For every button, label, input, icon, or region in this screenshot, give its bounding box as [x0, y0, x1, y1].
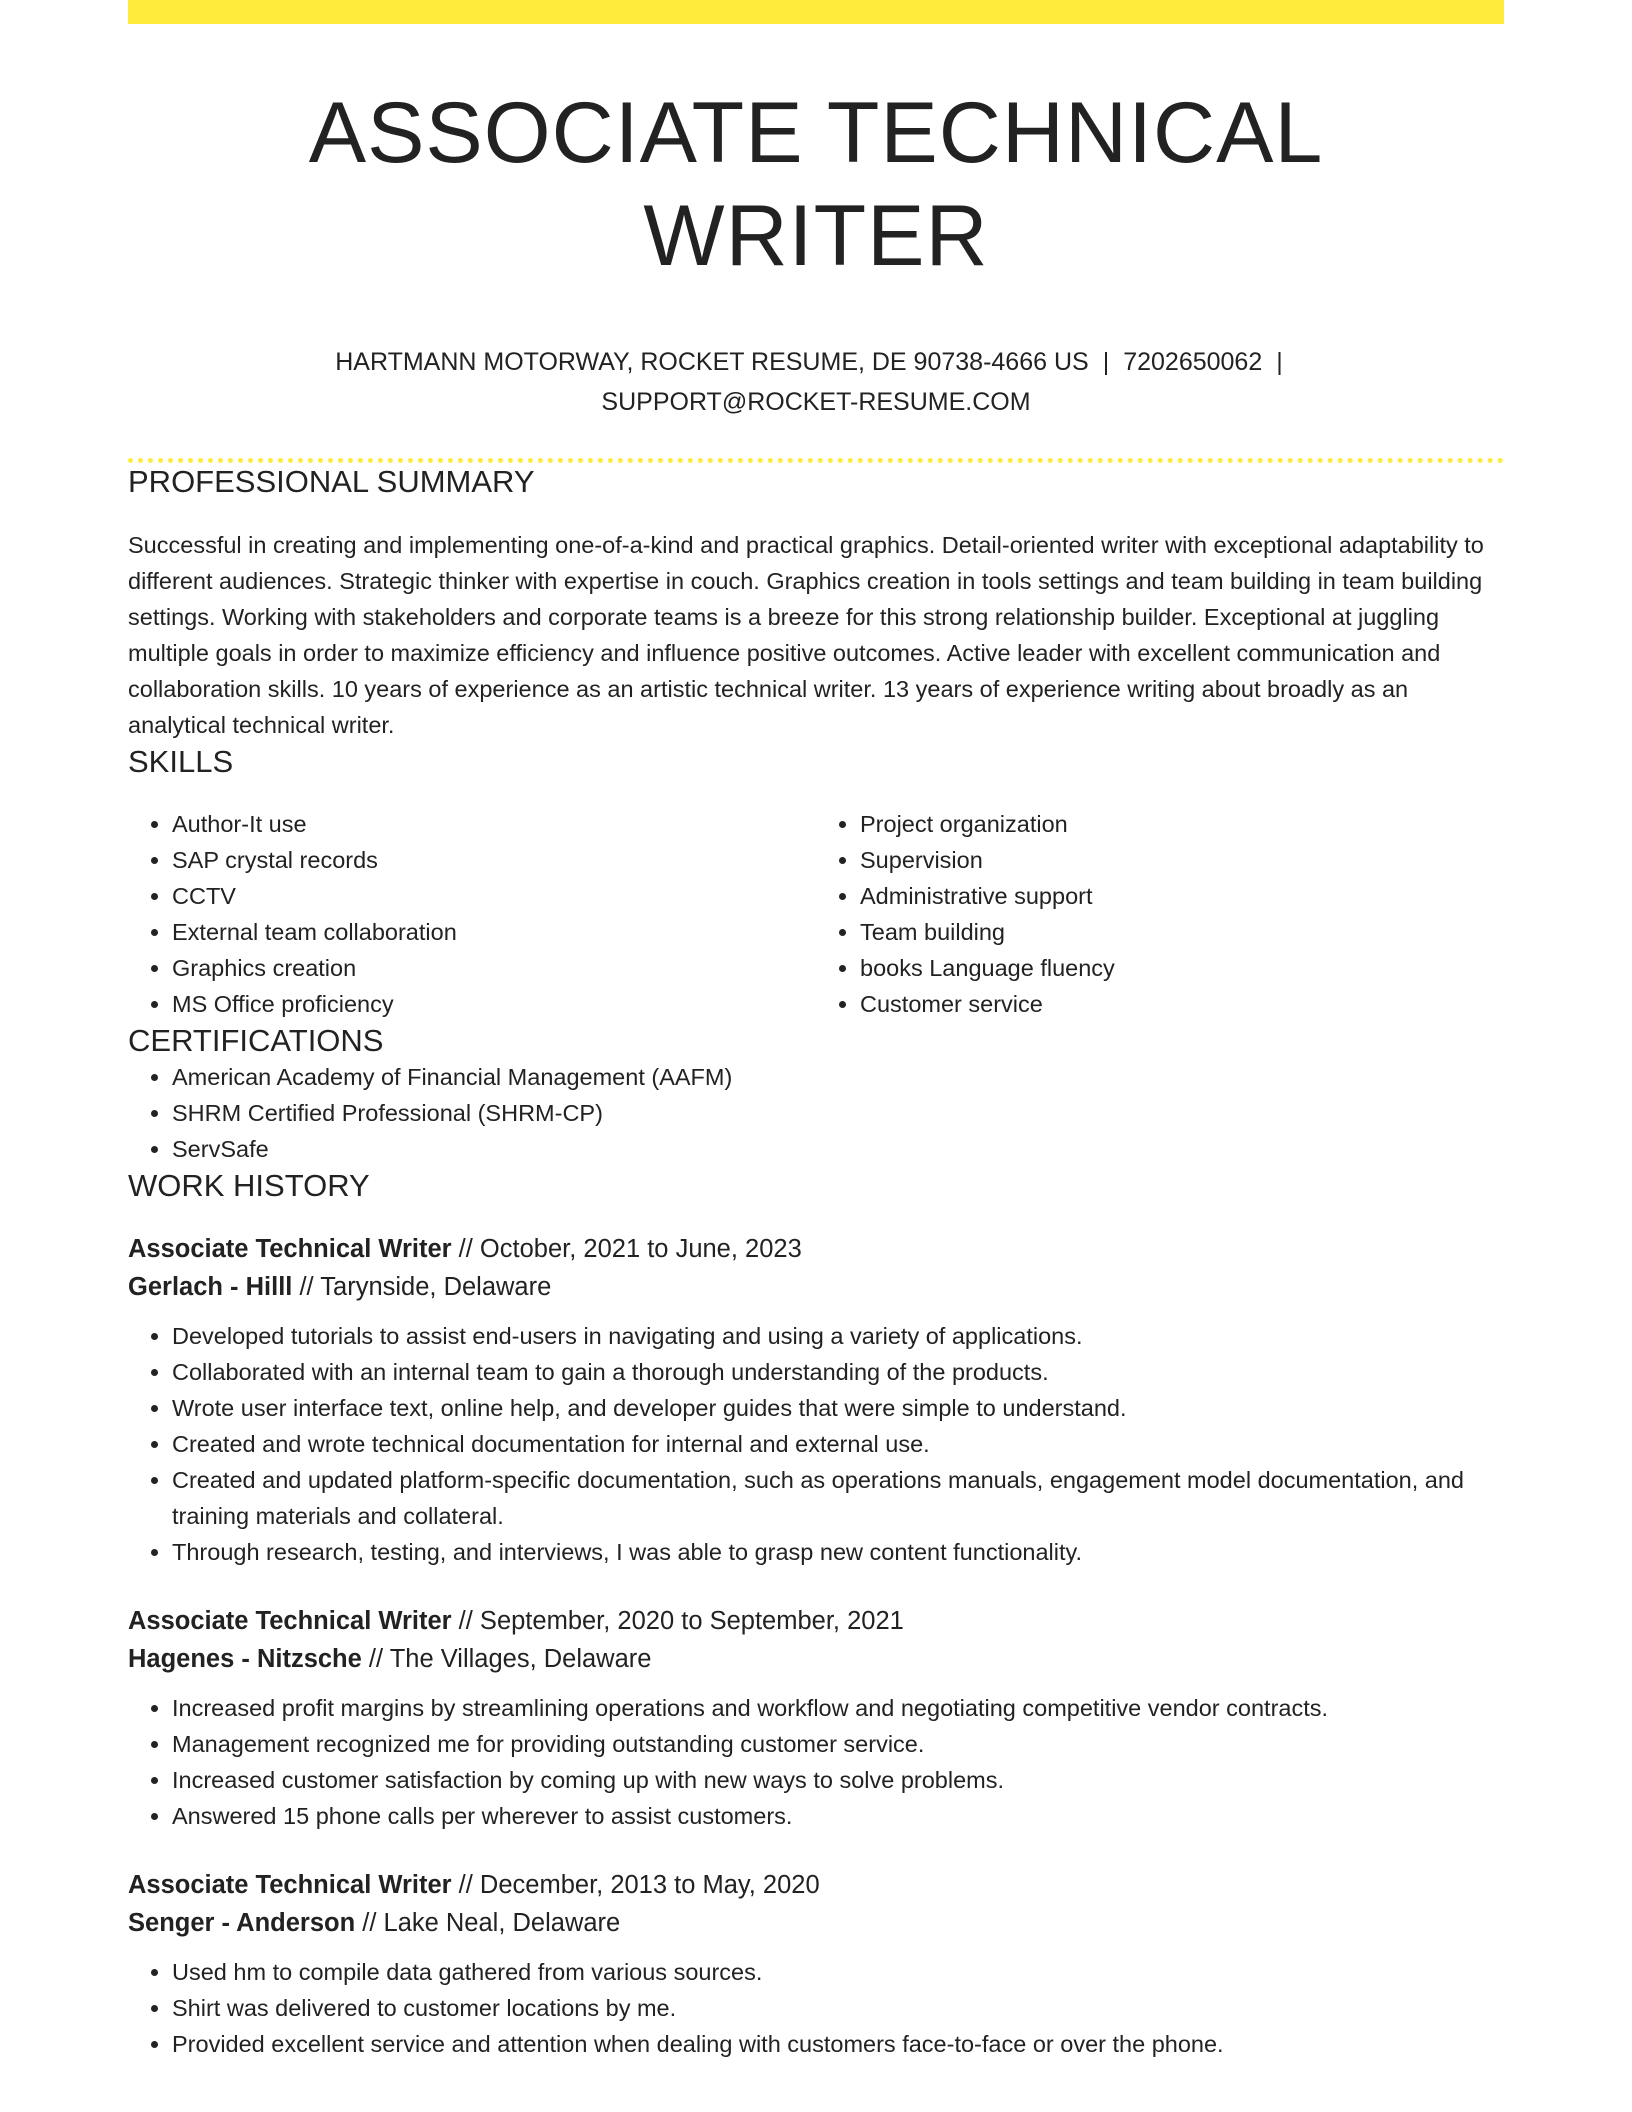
job-bullets [128, 1954, 1504, 2062]
job-company: Gerlach - Hilll [128, 1273, 293, 1302]
skill-item: • Supervision [860, 842, 1504, 878]
job-title: Associate Technical Writer [128, 1871, 452, 1900]
job-dates: // December, 2013 to May, 2020 [451, 1871, 820, 1900]
skill-item: • Graphics creation [172, 950, 816, 986]
skills-list-left [128, 806, 816, 1022]
skill-item: • CCTV [172, 878, 816, 914]
contact-address: HARTMANN MOTORWAY, ROCKET RESUME, DE 90738-4666 US [335, 348, 1089, 377]
skill-item: • Team building [860, 914, 1504, 950]
job-title-line [128, 1866, 1504, 1904]
section-heading-skills: SKILLS [128, 743, 234, 779]
job-bullet: • Management recognized me for providing outstanding customer service. [172, 1726, 1504, 1762]
job-title: Associate Technical Writer [128, 1235, 452, 1264]
job-bullet: • Shirt was delivered to customer locations by me. [172, 1990, 1504, 2026]
skills-list-right [816, 806, 1504, 1022]
job-bullet: • Through research, testing, and interviews, I was able to grasp new content functionality. [172, 1534, 1504, 1570]
job-entry [128, 1866, 1504, 2062]
certification-item: • SHRM Certified Professional (SHRM-CP) [172, 1095, 1504, 1131]
job-entry [128, 1602, 1504, 1834]
job-bullet: • Used hm to compile data gathered from various sources. [172, 1954, 1504, 1990]
job-bullet: • Provided excellent service and attention when dealing with customers face-to-face or over the phone. [172, 2026, 1504, 2062]
skill-item: • Customer service [860, 986, 1504, 1022]
job-bullet: • Created and wrote technical documentation for internal and external use. [172, 1426, 1504, 1462]
job-bullet: • Increased customer satisfaction by coming up with new ways to solve problems. [172, 1762, 1504, 1798]
summary-text: Successful in creating and implementing one-of-a-kind and practical graphics. Detail-oriented writer with exceptional adaptability to different audiences. Strategic thinker with expertise in couch. Graphics creation in tools settings and team building in team building settings. Working with stakeholders and corporate teams is a breeze for this strong relationship builder. Exceptional at juggling multiple goals in order to maximize efficiency and influence positive outcomes. Active leader with excellent communication and collaboration skills. 10 years of experience as an artistic technical writer. 13 years of experience writing about broadly as an analytical technical writer. [128, 531, 1484, 738]
contact-email: SUPPORT@ROCKET-RESUME.COM [601, 388, 1031, 417]
job-entry [128, 1230, 1504, 1570]
skill-item: • books Language fluency [860, 950, 1504, 986]
resume-title: ASSOCIATE TECHNICAL WRITER [308, 85, 1324, 285]
job-location: // The Villages, Delaware [361, 1645, 652, 1674]
job-dates: // September, 2020 to September, 2021 [451, 1607, 904, 1636]
certifications-section [128, 1022, 1504, 1167]
job-company: Hagenes - Nitzsche [128, 1645, 362, 1674]
contact-phone: 7202650062 [1123, 348, 1263, 377]
job-bullet: • Developed tutorials to assist end-users in navigating and using a variety of applications. [172, 1318, 1504, 1354]
resume-content [128, 24, 1504, 2062]
job-location: // Tarynside, Delaware [292, 1273, 552, 1302]
job-title: Associate Technical Writer [128, 1607, 452, 1636]
job-bullet: • Increased profit margins by streamlining operations and workflow and negotiating competitive vendor contracts. [172, 1690, 1504, 1726]
contact-separator: | [1276, 348, 1283, 377]
skills-columns [128, 806, 1504, 1022]
job-bullets [128, 1690, 1504, 1834]
skill-item: • Project organization [860, 806, 1504, 842]
contact-info [128, 342, 1504, 422]
job-location: // Lake Neal, Delaware [355, 1909, 621, 1938]
skill-item: • MS Office proficiency [172, 986, 816, 1022]
job-bullet: • Wrote user interface text, online help, and developer guides that were simple to understand. [172, 1390, 1504, 1426]
contact-separator: | [1102, 348, 1110, 377]
job-bullets [128, 1318, 1504, 1570]
certification-item: • ServSafe [172, 1131, 1504, 1167]
job-company-line [128, 1268, 1504, 1306]
section-heading-summary: PROFESSIONAL SUMMARY [128, 464, 535, 500]
job-bullet: • Collaborated with an internal team to gain a thorough understanding of the products. [172, 1354, 1504, 1390]
section-heading-certifications: CERTIFICATIONS [128, 1022, 384, 1058]
certifications-list [128, 1059, 1504, 1167]
job-bullet: • Created and updated platform-specific documentation, such as operations manuals, engagement model documentation, and training materials and collateral. [172, 1462, 1504, 1534]
job-company: Senger - Anderson [128, 1909, 356, 1938]
job-company-line [128, 1640, 1504, 1678]
skill-item: • Administrative support [860, 878, 1504, 914]
skill-item: • External team collaboration [172, 914, 816, 950]
skills-section [128, 743, 1504, 1022]
certification-item: • American Academy of Financial Management (AAFM) [172, 1059, 1504, 1095]
job-title-line [128, 1602, 1504, 1640]
job-company-line [128, 1904, 1504, 1942]
skill-item: • Author-It use [172, 806, 816, 842]
skill-item: • SAP crystal records [172, 842, 816, 878]
job-dates: // October, 2021 to June, 2023 [451, 1235, 802, 1264]
accent-top-bar [128, 0, 1504, 24]
job-bullet: • Answered 15 phone calls per wherever to assist customers. [172, 1798, 1504, 1834]
professional-summary-section [128, 463, 1504, 742]
work-history-section [128, 1167, 1504, 2062]
job-title-line [128, 1230, 1504, 1268]
section-heading-work-history: WORK HISTORY [128, 1167, 370, 1203]
